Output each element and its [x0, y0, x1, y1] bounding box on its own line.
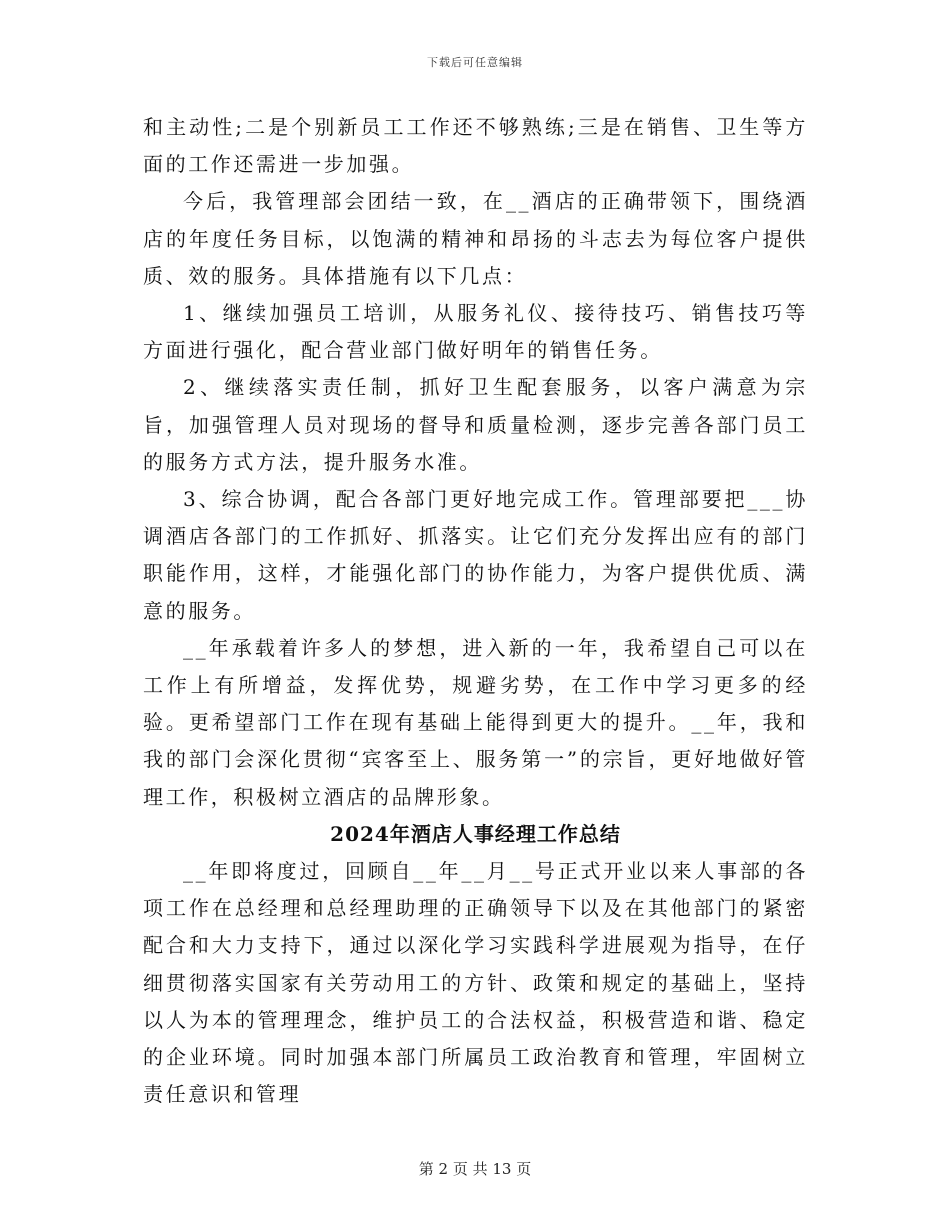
- section-title: 2024年酒店人事经理工作总结: [330, 821, 621, 846]
- paragraph-future-plan: 今后，我管理部会团结一致，在__酒店的正确带领下，围绕酒店的年度任务目标，以饱满的精神和昂扬的斗志去为每位客户提供质、效的服务。具体措施有以下几点：: [143, 189, 808, 288]
- paragraph-hr-summary: __年即将度过，回顾自__年__月__号正式开业以来人事部的各项工作在总经理和总经理助理的正确领导下以及在其他部门的紧密配合和大力支持下，通过以深化学习实践科学进展观为指导，在仔细贯彻落实国家有关劳动用工的方针、政策和规定的基础上，坚持以人为本的管理理念，维护员工的合法权益，积极营造和谐、稳定的企业环境。同时加强本部门所属员工政治教育和管理，牢固树立责任意识和管理: [143, 859, 808, 1107]
- document-body: [143, 109, 808, 1113]
- page-number: 第 2 页 共 13 页: [418, 1160, 532, 1178]
- paragraph-measure-3: 3、综合协调，配合各部门更好地完成工作。管理部要把___协调酒店各部门的工作抓好、抓落实。让它们充分发挥出应有的部门职能作用，这样，才能强化部门的协作能力，为客户提供优质、满意的服务。: [143, 487, 808, 623]
- paragraph-measure-2: 2、继续落实责任制，抓好卫生配套服务，以客户满意为宗旨，加强管理人员对现场的督导和质量检测，逐步完善各部门员工的服务方式方法，提升服务水准。: [143, 375, 808, 474]
- paragraph-outlook: __年承载着许多人的梦想，进入新的一年，我希望自己可以在工作上有所增益，发挥优势，规避劣势，在工作中学习更多的经验。更希望部门工作在现有基础上能得到更大的提升。__年，我和我的部门会深化贯彻“宾客至上、服务第一”的宗旨，更好地做好管理工作，积极树立酒店的品牌形象。: [143, 635, 808, 809]
- paragraph-continuation: 和主动性;二是个别新员工工作还不够熟练;三是在销售、卫生等方面的工作还需进一步加强。: [143, 115, 808, 177]
- page-header: 下载后可任意编辑: [427, 56, 523, 69]
- paragraph-measure-1: 1、继续加强员工培训，从服务礼仪、接待技巧、销售技巧等方面进行强化，配合营业部门做好明年的销售任务。: [143, 301, 808, 363]
